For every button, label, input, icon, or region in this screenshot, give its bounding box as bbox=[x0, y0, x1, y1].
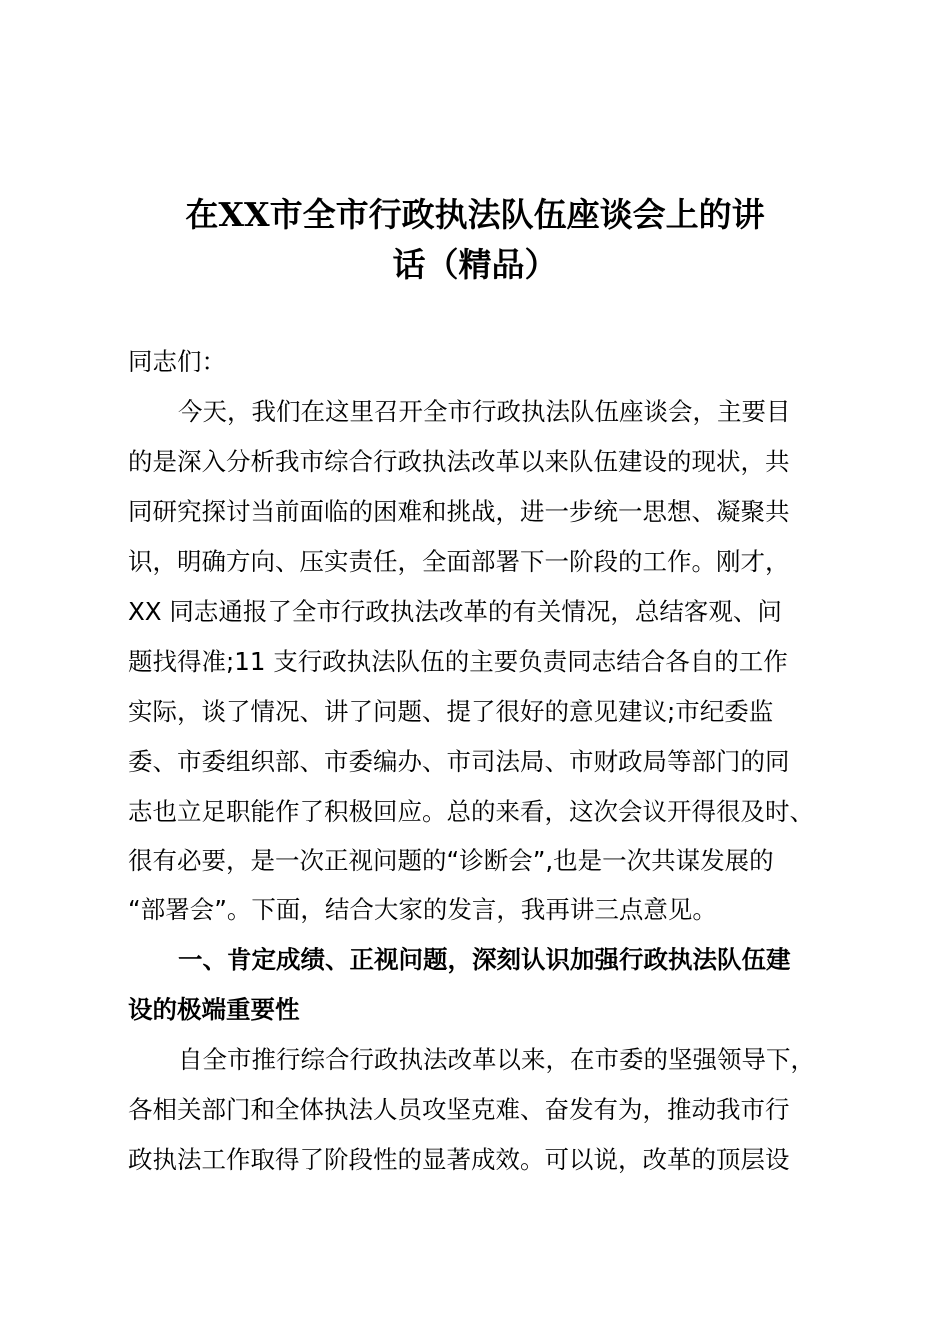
paragraph-line: 政执法工作取得了阶段性的显著成效。可以说，改革的顶层设 bbox=[128, 1145, 790, 1174]
section-heading-line: 一、肯定成绩、正视问题，深刻认识加强行政执法队伍建 bbox=[178, 945, 791, 974]
section-heading-line: 设的极端重要性 bbox=[128, 995, 300, 1024]
paragraph-line: 很有必要，是一次正视问题的“诊断会”,也是一次共谋发展的 bbox=[128, 846, 774, 875]
paragraph-line: 各相关部门和全体执法人员攻坚克难、奋发有为，推动我市行 bbox=[128, 1095, 790, 1124]
paragraph-line: 自全市推行综合行政执法改革以来，在市委的坚强领导下， bbox=[178, 1045, 815, 1074]
paragraph-line: 题找得准;11 支行政执法队伍的主要负责同志结合各自的工作 bbox=[128, 647, 788, 676]
paragraph-line: 志也立足职能作了积极回应。总的来看，这次会议开得很及时、 bbox=[128, 797, 814, 826]
paragraph-line: 识，明确方向、压实责任，全面部署下一阶段的工作。刚才， bbox=[128, 547, 790, 576]
document-title-line-2: 话（精品） bbox=[392, 245, 558, 284]
paragraph-line: XX 同志通报了全市行政执法改革的有关情况，总结客观、问 bbox=[128, 597, 782, 626]
paragraph-line: 委、市委组织部、市委编办、市司法局、市财政局等部门的同 bbox=[128, 747, 790, 776]
paragraph-line: 的是深入分析我市综合行政执法改革以来队伍建设的现状，共 bbox=[128, 447, 790, 476]
document-title-line-1: 在XX市全市行政执法队伍座谈会上的讲 bbox=[185, 195, 765, 234]
paragraph-line: 今天，我们在这里召开全市行政执法队伍座谈会，主要目 bbox=[178, 397, 791, 426]
paragraph-line: 实际，谈了情况、讲了问题、提了很好的意见建议;市纪委监 bbox=[128, 697, 774, 726]
paragraph-line: 同研究探讨当前面临的困难和挑战，进一步统一思想、凝聚共 bbox=[128, 497, 790, 526]
salutation: 同志们： bbox=[128, 347, 226, 376]
paragraph-line: “部署会”。下面，结合大家的发言，我再讲三点意见。 bbox=[128, 895, 717, 924]
